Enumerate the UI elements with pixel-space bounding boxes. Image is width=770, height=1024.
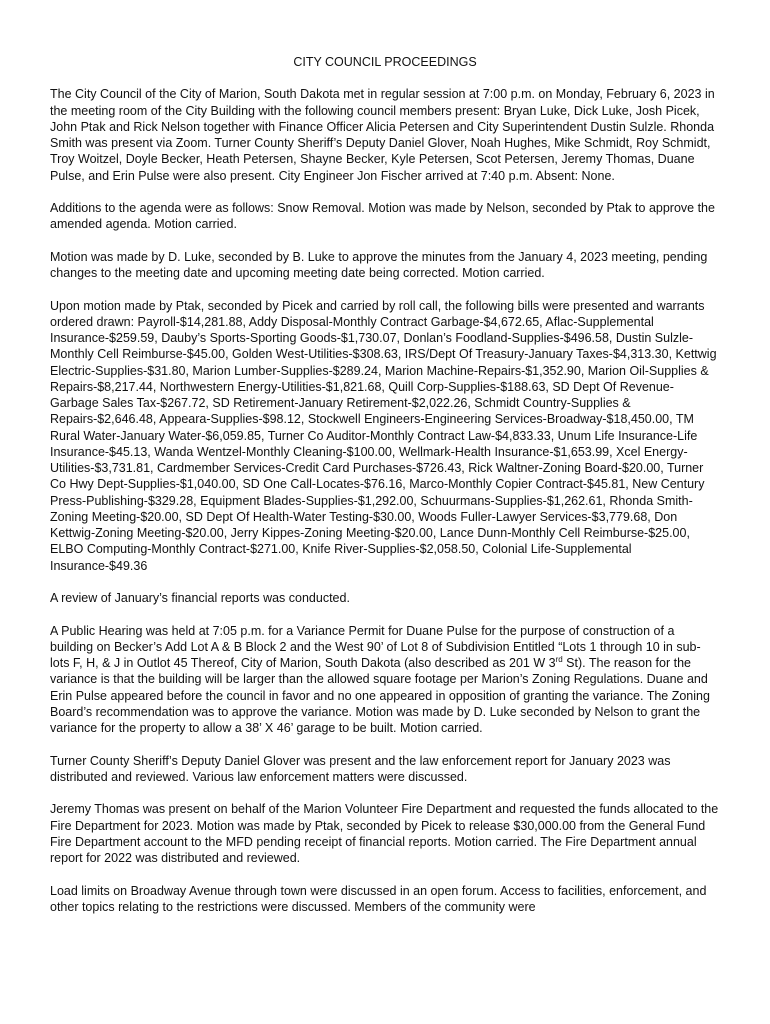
hearing-ordinal-suffix: rd xyxy=(555,654,563,664)
paragraph-public-hearing xyxy=(50,623,720,737)
hearing-text-end: St). The reason for the variance is that the building will be larger than the allowed square footage per Marion’s Zoning Regulations. Duane and Erin Pulse appeared before the council in favor and no one appeared in opposition of granting the variance. The Zoning Board’s recommendation was to approve the variance. Motion was made by D. Luke seconded by Nelson to grant the variance for the property to allow a 38’ X 46’ garage to be built. Motion carried. xyxy=(50,656,710,735)
document-body xyxy=(50,54,720,931)
paragraph-law-enforcement: Turner County Sheriff’s Deputy Daniel Glover was present and the law enforcement report for January 2023 was distributed and reviewed. Various law enforcement matters were discussed. xyxy=(50,753,671,784)
paragraph-agenda: Additions to the agenda were as follows: Snow Removal. Motion was made by Nelson, seconded by Ptak to approve the amended agenda. Motion carried. xyxy=(50,201,715,232)
hearing-text-start: A Public Hearing was held at 7:05 p.m. for a Variance Permit for Duane Pulse for the purpose of construction of a building on Becker’s Add Lot A & B Block 2 and the West 90’ of Lot 8 of Subdivision Entitled “Lots 1 through 10 in sub-lots F, H, & J in Outlot 45 Thereof, City of Marion, South Dakota (also described as 201 W 3 xyxy=(50,623,701,670)
paragraph-load-limits: Load limits on Broadway Avenue through town were discussed in an open forum. Access to facilities, enforcement, and other topics relating to the restrictions were discussed. Members of the community were xyxy=(50,883,707,914)
paragraph-attendance: The City Council of the City of Marion, South Dakota met in regular session at 7:00 p.m. on Monday, February 6, 2023 in the meeting room of the City Building with the following council members present: Bryan Luke, Dick Luke, Josh Picek, John Ptak and Rick Nelson together with Finance Officer Alicia Petersen and City Superintendent Dustin Sulzle. Rhonda Smith was present via Zoom. Turner County Sheriff’s Deputy Daniel Glover, Noah Hughes, Mike Schmidt, Roy Schmidt, Troy Woitzel, Doyle Becker, Heath Petersen, Shayne Becker, Kyle Petersen, Scot Petersen, Jeremy Thomas, Duane Pulse, and Erin Pulse were also present. City Engineer Jon Fischer arrived at 7:40 p.m. Absent: None. xyxy=(50,87,715,183)
page-title: CITY COUNCIL PROCEEDINGS xyxy=(293,55,477,69)
paragraph-fire-department: Jeremy Thomas was present on behalf of the Marion Volunteer Fire Department and requested the funds allocated to the Fire Department for 2023. Motion was made by Ptak, seconded by Picek to release $30,000.00 from the General Fund Fire Department account to the MFD pending receipt of financial reports. Motion carried. The Fire Department annual report for 2022 was distributed and reviewed. xyxy=(50,802,719,865)
paragraph-financial-review: A review of January’s financial reports was conducted. xyxy=(50,591,350,605)
paragraph-bills: Upon motion made by Ptak, seconded by Picek and carried by roll call, the following bills were presented and warrants ordered drawn: Payroll-$14,281.88, Addy Disposal-Monthly Contract Garbage-$4,672.65, Aflac-Supplemental Insurance-$259.59, Dauby’s Sports-Sporting Goods-$1,730.07, Donlan’s Foodland-Supplies-$496.58, Dustin Sulzle-Monthly Cell Reimburse-$45.00, Golden West-Utilities-$308.63, IRS/Dept Of Treasury-January Taxes-$4,313.30, Kettwig Electric-Supplies-$31.80, Marion Lumber-Supplies-$289.24, Marion Machine-Repairs-$1,352.90, Marion Oil-Supplies & Repairs-$8,217.44, Northwestern Energy-Utilities-$1,821.68, Quill Corp-Supplies-$188.63, SD Dept Of Revenue-Garbage Sales Tax-$267.72, SD Retirement-January Retirement-$2,022.26, Schmidt Country-Supplies & Repairs-$2,646.48, Appeara-Supplies-$98.12, Stockwell Engineers-Engineering Services-Broadway-$18,450.00, TM Rural Water-January Water-$6,059.85, Turner Co Auditor-Monthly Contract Law-$4,833.33, Unum Life Insurance-Life Insurance-$45.13, Wanda Wentzel-Monthly Cleaning-$100.00, Wellmark-Health Insurance-$1,653.99, Xcel Energy-Utilities-$3,731.81, Cardmember Services-Credit Card Purchases-$726.43, Rick Waltner-Zoning Board-$20.00, Turner Co Hwy Dept-Supplies-$1,040.00, SD One Call-Locates-$76.16, Marco-Monthly Copier Contract-$45.81, New Century Press-Publishing-$329.28, Equipment Blades-Supplies-$1,292.00, Schuurmans-Supplies-$1,262.61, Rhonda Smith-Zoning Meeting-$20.00, SD Dept Of Health-Water Testing-$30.00, Woods Fuller-Lawyer Services-$3,779.68, Don Kettwig-Zoning Meeting-$20.00, Jerry Kippes-Zoning Meeting-$20.00, Lance Dunn-Monthly Cell Reimburse-$25.00, ELBO Computing-Monthly Contract-$271.00, Knife River-Supplies-$2,058.50, Colonial Life-Supplemental Insurance-$49.36 xyxy=(50,298,717,573)
paragraph-minutes: Motion was made by D. Luke, seconded by B. Luke to approve the minutes from the January 4, 2023 meeting, pending changes to the meeting date and upcoming meeting date being corrected. Motion carried. xyxy=(50,249,708,280)
